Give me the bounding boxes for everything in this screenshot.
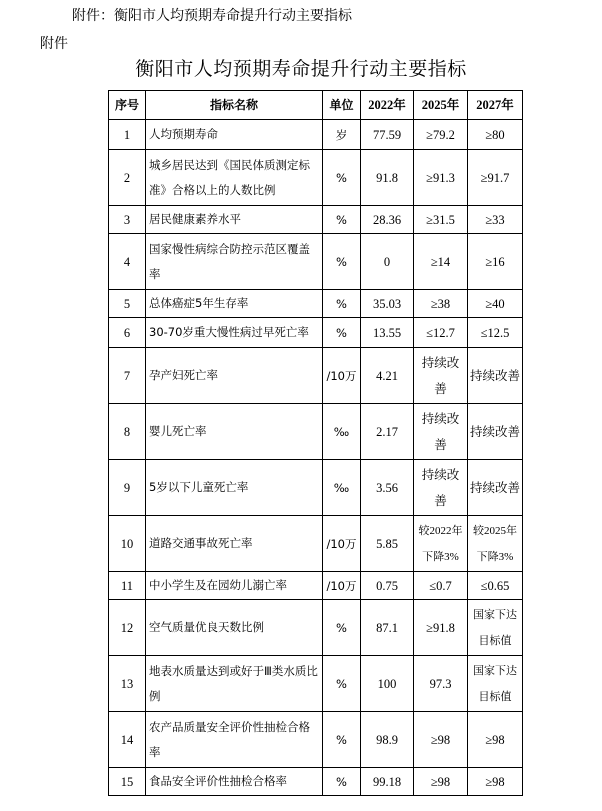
cell-y2027: ≤12.5: [468, 318, 523, 348]
cell-name: 5岁以下儿童死亡率: [146, 460, 323, 516]
table-row: [109, 768, 523, 796]
table-row: [109, 404, 523, 460]
cell-no: 10: [109, 516, 146, 572]
cell-y2025: ≥98: [414, 712, 468, 768]
cell-y2027: ≥98: [468, 768, 523, 796]
cell-unit: ‰: [323, 460, 361, 516]
cell-y2027: 国家下达目标值: [468, 600, 523, 656]
table-row: [109, 600, 523, 656]
cell-name: 地表水质量达到或好于Ⅲ类水质比例: [146, 656, 323, 712]
cell-y2025: ≥31.5: [414, 206, 468, 234]
cell-name: 农产品质量安全评价性抽检合格率: [146, 712, 323, 768]
header-caption: 附件：衡阳市人均预期寿命提升行动主要指标: [72, 8, 352, 24]
cell-unit: %: [323, 206, 361, 234]
cell-y2027: ≤0.65: [468, 572, 523, 600]
cell-unit: /10万: [323, 348, 361, 404]
cell-y2022: 91.8: [361, 150, 414, 206]
cell-unit: %: [323, 656, 361, 712]
cell-unit: %: [323, 290, 361, 318]
indicator-table: [108, 90, 523, 796]
cell-y2027: ≥40: [468, 290, 523, 318]
cell-y2025: 较2022年下降3%: [414, 516, 468, 572]
cell-y2027: 持续改善: [468, 348, 523, 404]
cell-y2027: ≥80: [468, 120, 523, 150]
cell-y2027: 持续改善: [468, 404, 523, 460]
document-title: 衡阳市人均预期寿命提升行动主要指标: [135, 58, 467, 80]
cell-y2022: 0: [361, 234, 414, 290]
table-header-row: [109, 91, 523, 120]
cell-no: 13: [109, 656, 146, 712]
header-no: 序号: [109, 91, 146, 120]
cell-y2027: ≥33: [468, 206, 523, 234]
cell-y2022: 35.03: [361, 290, 414, 318]
cell-unit: %: [323, 234, 361, 290]
cell-unit: %: [323, 318, 361, 348]
table-row: [109, 234, 523, 290]
header-name: 指标名称: [146, 91, 323, 120]
cell-unit: %: [323, 768, 361, 796]
cell-y2025: 持续改善: [414, 460, 468, 516]
cell-no: 12: [109, 600, 146, 656]
cell-y2025: ≥79.2: [414, 120, 468, 150]
cell-y2022: 13.55: [361, 318, 414, 348]
cell-y2022: 3.56: [361, 460, 414, 516]
cell-y2025: ≥91.3: [414, 150, 468, 206]
cell-y2022: 28.36: [361, 206, 414, 234]
cell-y2025: ≤12.7: [414, 318, 468, 348]
table-row: [109, 348, 523, 404]
cell-name: 30-70岁重大慢性病过早死亡率: [146, 318, 323, 348]
cell-y2025: ≤0.7: [414, 572, 468, 600]
table-row: [109, 150, 523, 206]
cell-y2027: ≥98: [468, 712, 523, 768]
cell-no: 15: [109, 768, 146, 796]
cell-no: 14: [109, 712, 146, 768]
cell-no: 1: [109, 120, 146, 150]
table-row: [109, 120, 523, 150]
cell-name: 居民健康素养水平: [146, 206, 323, 234]
cell-unit: %: [323, 712, 361, 768]
cell-no: 4: [109, 234, 146, 290]
table-row: [109, 516, 523, 572]
cell-name: 总体癌症5年生存率: [146, 290, 323, 318]
cell-name: 人均预期寿命: [146, 120, 323, 150]
cell-name: 食品安全评价性抽检合格率: [146, 768, 323, 796]
cell-name: 婴儿死亡率: [146, 404, 323, 460]
header-2022: 2022年: [361, 91, 414, 120]
table-row: [109, 290, 523, 318]
cell-name: 空气质量优良天数比例: [146, 600, 323, 656]
table-row: [109, 318, 523, 348]
cell-no: 3: [109, 206, 146, 234]
cell-y2022: 77.59: [361, 120, 414, 150]
cell-no: 11: [109, 572, 146, 600]
cell-unit: 岁: [323, 120, 361, 150]
cell-unit: %: [323, 150, 361, 206]
cell-unit: ‰: [323, 404, 361, 460]
cell-y2027: 国家下达目标值: [468, 656, 523, 712]
cell-no: 9: [109, 460, 146, 516]
cell-unit: /10万: [323, 516, 361, 572]
cell-y2025: 持续改善: [414, 348, 468, 404]
table-row: [109, 206, 523, 234]
cell-no: 6: [109, 318, 146, 348]
cell-name: 国家慢性病综合防控示范区覆盖率: [146, 234, 323, 290]
cell-name: 中小学生及在园幼儿溺亡率: [146, 572, 323, 600]
table-row: [109, 656, 523, 712]
table-row: [109, 572, 523, 600]
cell-y2027: 较2025年下降3%: [468, 516, 523, 572]
cell-y2025: ≥38: [414, 290, 468, 318]
table-row: [109, 712, 523, 768]
cell-y2022: 98.9: [361, 712, 414, 768]
cell-name: 城乡居民达到《国民体质测定标准》合格以上的人数比例: [146, 150, 323, 206]
cell-no: 5: [109, 290, 146, 318]
cell-y2025: 97.3: [414, 656, 468, 712]
cell-y2022: 100: [361, 656, 414, 712]
cell-no: 7: [109, 348, 146, 404]
cell-no: 8: [109, 404, 146, 460]
cell-y2022: 0.75: [361, 572, 414, 600]
cell-y2022: 99.18: [361, 768, 414, 796]
cell-y2027: ≥91.7: [468, 150, 523, 206]
cell-y2025: ≥91.8: [414, 600, 468, 656]
header-2025: 2025年: [414, 91, 468, 120]
table-row: [109, 460, 523, 516]
cell-no: 2: [109, 150, 146, 206]
cell-y2022: 4.21: [361, 348, 414, 404]
cell-y2027: ≥16: [468, 234, 523, 290]
cell-unit: %: [323, 600, 361, 656]
cell-unit: /10万: [323, 572, 361, 600]
cell-y2025: ≥98: [414, 768, 468, 796]
attachment-label: 附件: [40, 36, 68, 52]
cell-y2025: ≥14: [414, 234, 468, 290]
cell-y2025: 持续改善: [414, 404, 468, 460]
cell-name: 孕产妇死亡率: [146, 348, 323, 404]
cell-name: 道路交通事故死亡率: [146, 516, 323, 572]
cell-y2022: 87.1: [361, 600, 414, 656]
cell-y2027: 持续改善: [468, 460, 523, 516]
header-unit: 单位: [323, 91, 361, 120]
header-2027: 2027年: [468, 91, 523, 120]
cell-y2022: 5.85: [361, 516, 414, 572]
cell-y2022: 2.17: [361, 404, 414, 460]
